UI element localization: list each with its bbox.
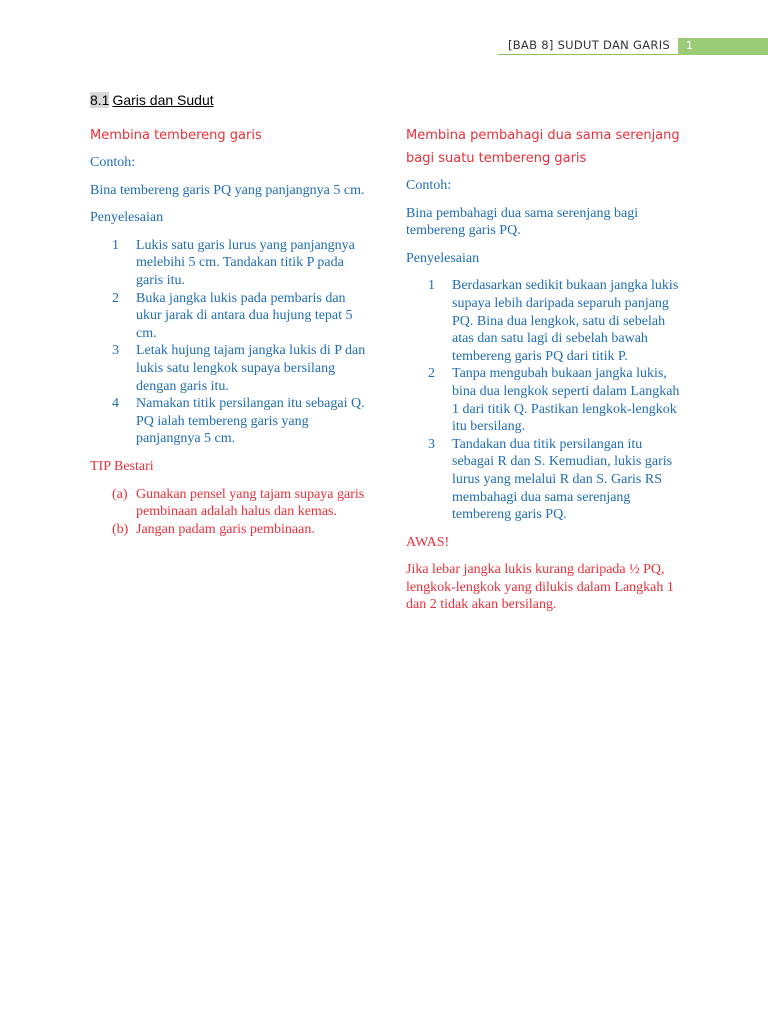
list-item: [406, 277, 684, 365]
step-text: Berdasarkan sedikit bukaan jangka lukis supaya lebih daripada separuh panjang PQ. Bina dua lengkok, satu di sebelah atas dan satu lagi di sebelah bawah tembereng garis PQ dari titik P.: [452, 278, 679, 364]
left-steps-list: [90, 237, 372, 448]
list-item: [90, 237, 372, 290]
right-heading: Membina pembahagi dua sama serenjang bagi suatu tembereng garis: [406, 128, 680, 166]
list-item: [90, 342, 372, 395]
step-text: Tandakan dua titik persilangan itu sebagai R dan S. Kemudian, lukis garis lurus yang melalui R dan S. Garis RS membahagi dua sama serenjang tembereng garis PQ.: [452, 436, 673, 523]
right-solution-label: Penyelesaian: [406, 250, 480, 266]
warning-text: Jika lebar jangka lukis kurang daripada ½ PQ, lengkok-lengkok yang dilukis dalam Langkah 1 dan 2 tidak akan bersilang.: [406, 562, 674, 613]
tip-label: TIP Bestari: [90, 458, 154, 474]
right-example-label: Contoh:: [406, 178, 452, 193]
left-column: [90, 124, 372, 538]
header-rule: [498, 54, 678, 55]
list-item: [90, 290, 372, 343]
page-number: 1: [686, 39, 693, 52]
step-text: Buka jangka lukis pada pembaris dan ukur jarak di antara dua hujung tepat 5 cm.: [136, 290, 353, 341]
section-title: Garis dan Sudut: [112, 92, 214, 108]
step-text: Namakan titik persilangan itu sebagai Q. PQ ialah tembereng garis yang panjangnya 5 cm.: [136, 396, 365, 447]
step-number: 1: [112, 237, 119, 253]
section-heading: [90, 92, 214, 108]
header-title: [BAB 8] SUDUT DAN GARIS: [507, 38, 670, 52]
warning-label: AWAS!: [406, 534, 450, 550]
list-item: [90, 486, 372, 521]
list-item: [90, 395, 372, 448]
step-number: 2: [428, 366, 435, 382]
tip-text: Gunakan pensel yang tajam supaya garis pembinaan adalah halus dan kemas.: [136, 486, 365, 520]
step-number: 1: [428, 278, 435, 294]
left-example-text: Bina tembereng garis PQ yang panjangnya 5 cm.: [90, 182, 365, 198]
list-item: [90, 521, 372, 539]
step-number: 3: [428, 436, 435, 452]
left-heading: Membina tembereng garis: [90, 128, 262, 143]
tip-text: Jangan padam garis pembinaan.: [136, 521, 315, 537]
tip-letter: (b): [112, 521, 129, 537]
right-example-text: Bina pembahagi dua sama serenjang bagi tembereng garis PQ.: [406, 205, 639, 239]
step-number: 2: [112, 290, 119, 306]
left-example-label: Contoh:: [90, 155, 136, 170]
section-number: 8.1: [90, 92, 110, 108]
step-number: 3: [112, 343, 119, 359]
step-text: Tanpa mengubah bukaan jangka lukis, bina dua lengkok seperti dalam Langkah 1 dari titik Q. Pastikan lengkok-lengkok itu bersilang.: [452, 366, 680, 435]
page-number-box: [678, 38, 768, 55]
step-text: Letak hujung tajam jangka lukis di P dan lukis satu lengkok supaya bersilang dengan garis itu.: [136, 343, 366, 394]
right-column: [406, 124, 684, 624]
tip-letter: (a): [112, 486, 128, 502]
step-number: 4: [112, 396, 119, 412]
list-item: [406, 365, 684, 435]
tips-list: [90, 486, 372, 539]
left-solution-label: Penyelesaian: [90, 210, 164, 226]
step-text: Lukis satu garis lurus yang panjangnya melebihi 5 cm. Tandakan titik P pada garis itu.: [136, 237, 355, 288]
right-steps-list: [406, 277, 684, 523]
list-item: [406, 436, 684, 524]
